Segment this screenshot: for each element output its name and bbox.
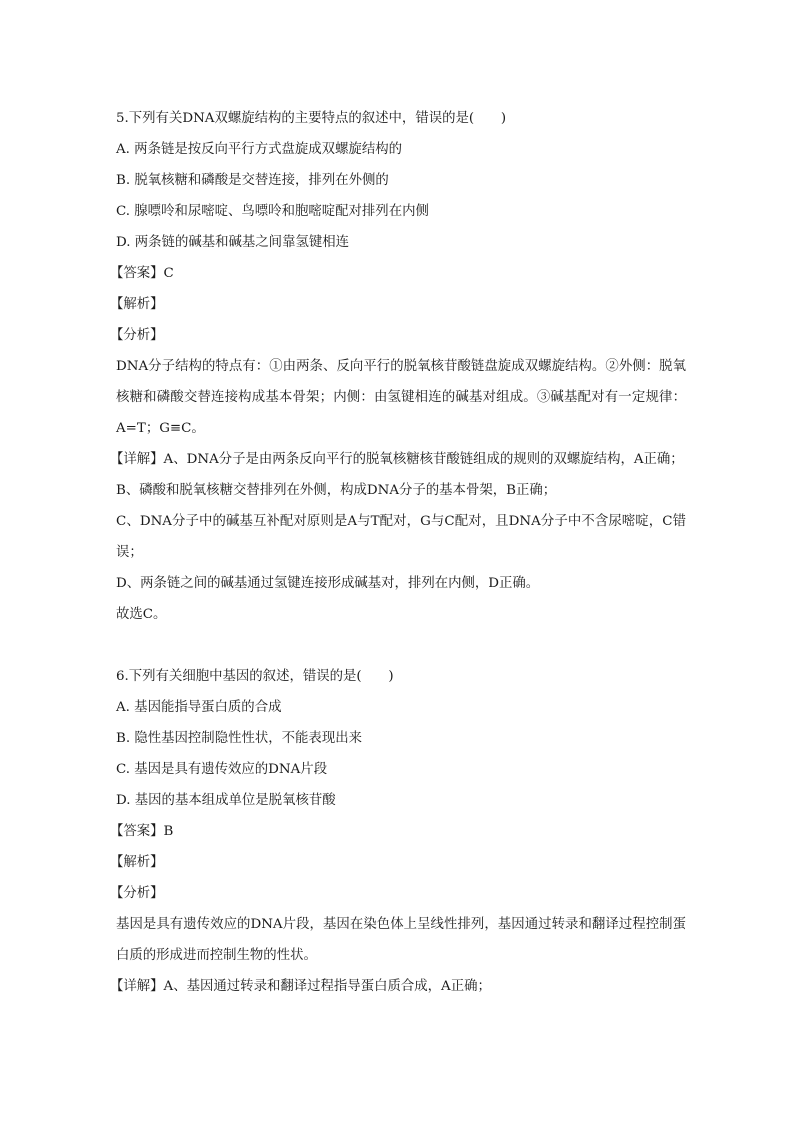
question-5-answer: 【答案】C [110,266,174,281]
question-6-option-d: D. 基因的基本组成单位是脱氧核苷酸 [116,793,336,808]
question-5-detail-c: C、DNA分子中的碱基互补配对原则是A与T配对，G与C配对，且DNA分子中不含尿嘧啶，C错误； [116,514,686,560]
question-5-stem: 5.下列有关DNA双螺旋结构的主要特点的叙述中，错误的是( ) [116,111,507,126]
question-5-option-d: D. 两条链的碱基和碱基之间靠氢键相连 [116,235,350,250]
question-6-fenxi-text: 基因是具有遗传效应的DNA片段，基因在染色体上呈线性排列，基因通过转录和翻译过程控制蛋白质的形成进而控制生物的性状。 [116,917,686,963]
question-6-option-a: A. 基因能指导蛋白质的合成 [116,700,282,715]
question-separator [116,630,686,661]
question-6-option-b: B. 隐性基因控制隐性性状，不能表现出来 [116,731,362,746]
question-5-conclusion: 故选C。 [116,607,167,622]
question-5-analysis-label: 【解析】 [110,297,164,312]
question-6-fenxi-label: 【分析】 [110,886,164,901]
question-6-option-c: C. 基因是具有遗传效应的DNA片段 [116,762,328,777]
question-5-detail-b: B、磷酸和脱氧核糖交替排列在外侧，构成DNA分子的基本骨架，B正确； [116,483,557,498]
question-6-analysis-label: 【解析】 [110,855,164,870]
question-5-detail-d: D、两条链之间的碱基通过氢键连接形成碱基对，排列在内侧，D正确。 [116,576,540,591]
question-5-option-a: A. 两条链是按反向平行方式盘旋成双螺旋结构的 [116,142,402,157]
question-6-answer: 【答案】B [110,824,174,839]
question-5-detail-a: 【详解】A、DNA分子是由两条反向平行的脱氧核糖核苷酸链组成的规则的双螺旋结构，A正确； [110,452,684,467]
question-5-option-c: C. 腺嘌呤和尿嘧啶、鸟嘌呤和胞嘧啶配对排列在内侧 [116,204,429,219]
question-6-detail-a: 【详解】A、基因通过转录和翻译过程指导蛋白质合成，A正确； [110,979,491,994]
question-5-fenxi-text: DNA分子结构的特点有：①由两条、反向平行的脱氧核苷酸链盘旋成双螺旋结构。②外侧：脱氧核糖和磷酸交替连接构成基本骨架；内侧：由氢键相连的碱基对组成。③碱基配对有一定规律：A=T；G≡C。 [116,359,686,436]
question-5-option-b: B. 脱氧核糖和磷酸是交替连接，排列在外侧的 [116,173,389,188]
question-5-fenxi-label: 【分析】 [110,328,164,343]
question-6-stem: 6.下列有关细胞中基因的叙述，错误的是( ) [116,669,394,684]
document-content [110,103,686,1002]
